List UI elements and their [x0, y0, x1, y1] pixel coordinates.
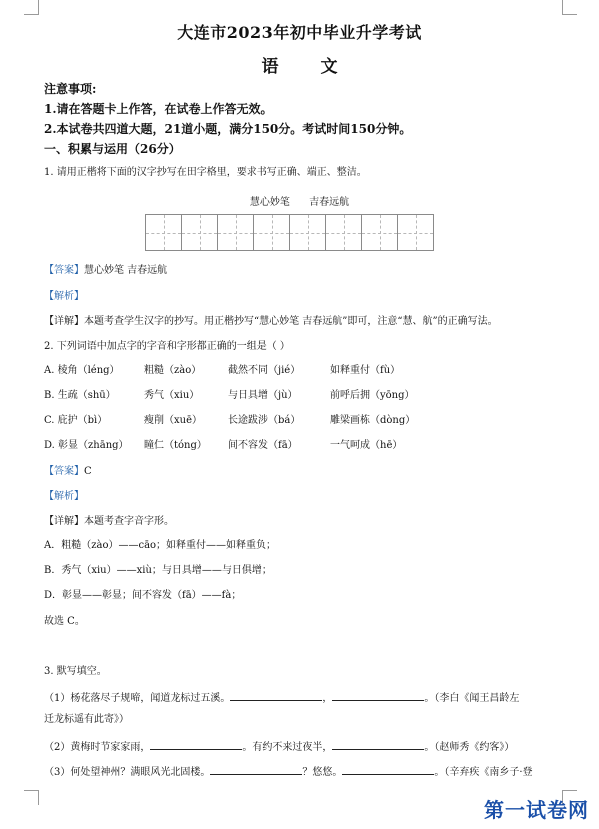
- option-item: 如释重付（fù）: [330, 365, 401, 376]
- option-item: 长途跋涉（bá）: [228, 415, 301, 426]
- q3-line-2: [44, 739, 514, 755]
- option-item: 雕梁画栋（dòng）: [330, 415, 416, 426]
- crop-mark-top-right: [562, 0, 577, 15]
- option-item: 间不容发（fā）: [228, 440, 298, 451]
- q3-text: ？悠悠。: [302, 767, 343, 778]
- q2-answer: [44, 465, 92, 479]
- q1-stem: 1. 请用正楷将下面的汉字抄写在田字格里，要求书写正确、端正、整洁。: [44, 167, 367, 178]
- answer-blank: [150, 739, 242, 750]
- section-1-heading: 一、积累与运用（26分）: [44, 142, 181, 156]
- q1-detail-text: 本题考查学生汉字的抄写。用正楷抄写“慧心妙笔 吉春远航”即可，注意“慧、航”的正确写法。: [84, 316, 498, 327]
- notice-item-1: 1.请在答题卡上作答，在试卷上作答无效。: [44, 102, 273, 116]
- option-item: 一气呵成（hē）: [330, 440, 403, 451]
- q2-explain-b: B．秀气（xiu）——xiù；与日具增——与日俱增；: [44, 565, 272, 576]
- answer-blank: [210, 764, 302, 775]
- option-item: 截然不同（jié）: [228, 365, 301, 376]
- tianzige-grid: [146, 214, 434, 251]
- q3-text: 。（赵师秀《约客》）: [424, 742, 515, 753]
- q1-word-2: 吉春远航: [309, 197, 350, 208]
- q3-line-3: [44, 764, 533, 780]
- q1-words: [0, 193, 599, 208]
- q3-stem: 3. 默写填空。: [44, 666, 107, 677]
- option-item: A. 棱角（léng）: [44, 365, 120, 376]
- q2-detail-text: 本题考查字音字形。: [84, 516, 174, 527]
- detail-tag: 【详解】: [44, 516, 84, 527]
- grid-cell: [325, 214, 362, 251]
- q1-answer-text: 慧心妙笔 吉春远航: [84, 265, 168, 276]
- grid-cell: [181, 214, 218, 251]
- q2-answer-text: C: [84, 466, 92, 477]
- grid-cell: [289, 214, 326, 251]
- watermark-logo: 第一试卷网: [484, 798, 589, 822]
- notice-heading: 注意事项:: [44, 82, 97, 96]
- answer-blank: [342, 764, 434, 775]
- q2-analysis-tag: 【解析】: [44, 491, 84, 502]
- q3-text: （2）黄梅时节家家雨，: [44, 742, 151, 753]
- q2-conclusion: 故选 C。: [44, 616, 85, 627]
- exam-title: 大连市2023年初中毕业升学考试: [177, 23, 422, 42]
- grid-cell: [397, 214, 434, 251]
- option-item: D. 彰显（zhāng）: [44, 440, 129, 451]
- q3-text: （1）杨花落尽子规啼，闻道龙标过五溪。: [44, 693, 231, 704]
- exam-subject: 语 文: [261, 57, 356, 77]
- answer-blank: [230, 690, 322, 701]
- crop-mark-bottom-left: [24, 790, 39, 805]
- q2-detail: [44, 515, 174, 529]
- grid-cell: [253, 214, 290, 251]
- option-item: C. 庇护（bì）: [44, 415, 108, 426]
- crop-mark-top-left: [24, 0, 39, 15]
- answer-blank: [332, 690, 424, 701]
- q3-line-1-cont: 迁龙标遥有此寄》）: [44, 714, 129, 725]
- q1-detail: [44, 315, 498, 329]
- grid-cell: [145, 214, 182, 251]
- detail-tag: 【详解】: [44, 316, 84, 327]
- option-item: 瘦削（xuē）: [144, 415, 202, 426]
- answer-tag: 【答案】: [44, 466, 84, 477]
- q3-text: 。（李白《闻王昌龄左: [424, 693, 520, 704]
- q3-text: 。（辛弃疾《南乡子·登: [434, 767, 533, 778]
- grid-cell: [361, 214, 398, 251]
- q2-explain-d: D．彰显——彰显；间不容发（fā）——fà；: [44, 590, 242, 601]
- option-item: 前呼后拥（yōng）: [330, 390, 415, 401]
- q3-text: （3）何处望神州？满眼风光北固楼。: [44, 767, 211, 778]
- option-item: 瞳仁（tóng）: [144, 440, 207, 451]
- q1-word-1: 慧心妙笔: [249, 197, 290, 208]
- option-item: 与日具增（jù）: [228, 390, 298, 401]
- option-item: B. 生疏（shū）: [44, 390, 116, 401]
- q3-text: 。有约不来过夜半，: [242, 742, 333, 753]
- q1-analysis-tag: 【解析】: [44, 291, 84, 302]
- q2-stem: 2. 下列词语中加点字的字音和字形都正确的一组是（ ）: [44, 341, 290, 352]
- notice-item-2: 2.本试卷共四道大题，21道小题，满分150分。考试时间150分钟。: [44, 122, 412, 136]
- answer-blank: [332, 739, 424, 750]
- q3-line-1: （1）杨花落尽子规啼，闻道龙标过五溪。 ， 。（李白《闻王昌龄左: [44, 690, 519, 706]
- answer-tag: 【答案】: [44, 265, 84, 276]
- option-item: 秀气（xiu）: [144, 390, 200, 401]
- grid-cell: [217, 214, 254, 251]
- q1-answer: [44, 264, 167, 278]
- option-item: 粗糙（zào）: [144, 365, 202, 376]
- q2-explain-a: A．粗糙（zào）——cāo；如释重付——如释重负；: [44, 540, 277, 551]
